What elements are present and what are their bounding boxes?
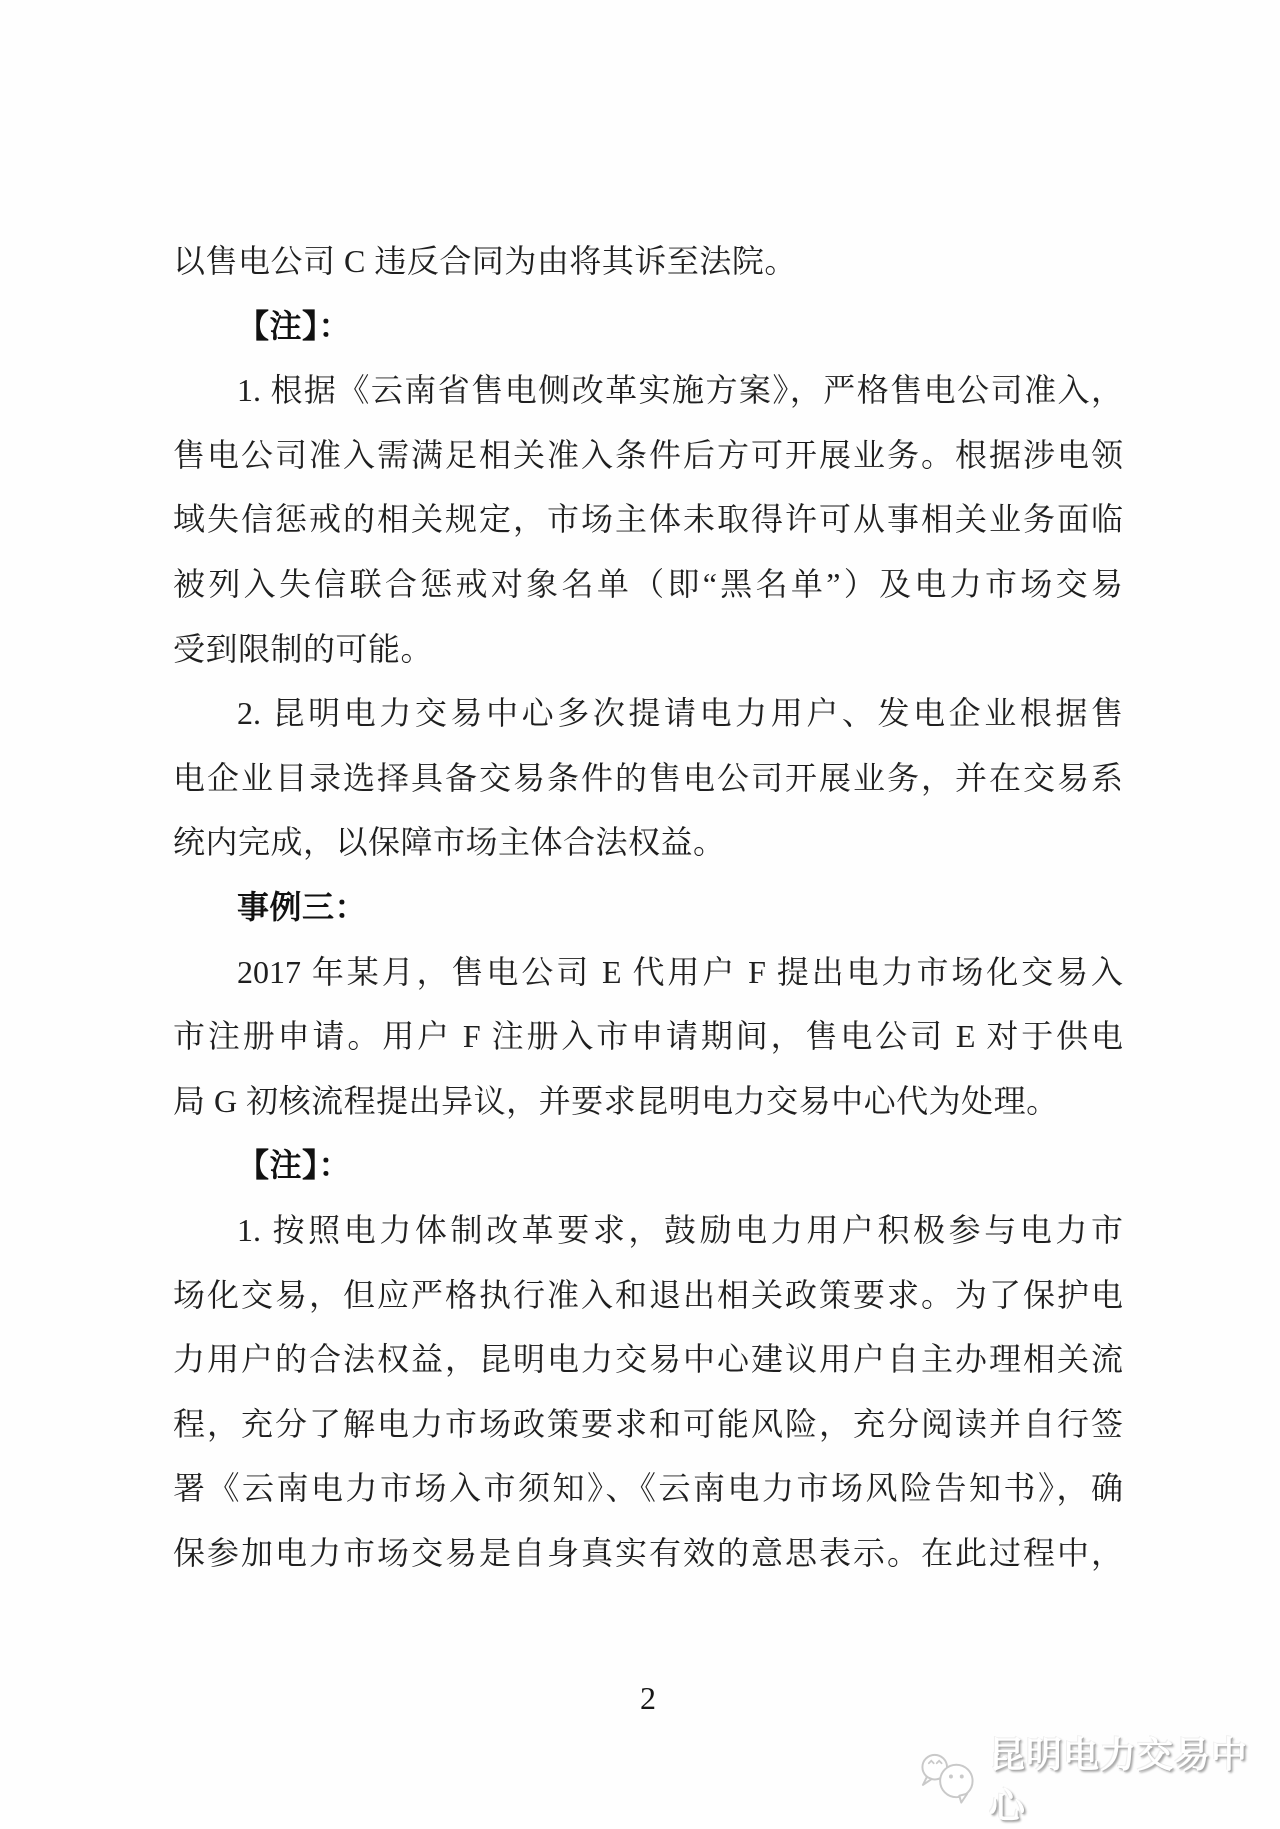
- watermark-label: 昆明电力交易中心: [988, 1734, 1248, 1826]
- text-line: 程，充分了解电力市场政策要求和可能风险，充分阅读并自行签: [173, 1405, 1123, 1442]
- text-line: 1. 根据《云南省售电侧改革实施方案》，严格售电公司准入，: [237, 372, 1123, 409]
- text-line: 2. 昆明电力交易中心多次提请电力用户、发电企业根据售: [237, 695, 1123, 732]
- text-line: 力用户的合法权益，昆明电力交易中心建议用户自主办理相关流: [173, 1341, 1123, 1378]
- text-line: 域失信惩戒的相关规定，市场主体未取得许可从事相关业务面临: [173, 501, 1123, 538]
- text-line: 场化交易，但应严格执行准入和退出相关政策要求。为了保护电: [173, 1276, 1123, 1313]
- document-body: [173, 229, 1123, 1585]
- text-line: 2017 年某月，售电公司 E 代用户 F 提出电力市场化交易入: [237, 953, 1123, 990]
- note-heading: 【注】：: [237, 1147, 352, 1184]
- text-line: 电企业目录选择具备交易条件的售电公司开展业务，并在交易系: [173, 759, 1123, 796]
- text-line: 署《云南电力市场入市须知》、《云南电力市场风险告知书》，确: [173, 1470, 1123, 1507]
- note-heading: 【注】：: [237, 307, 352, 344]
- wechat-watermark: [918, 1727, 1280, 1829]
- text-line: 1. 按照电力体制改革要求，鼓励电力用户积极参与电力市: [237, 1211, 1123, 1248]
- text-line: 以售电公司 C 违反合同为由将其诉至法院。: [173, 243, 797, 279]
- case-heading: 事例三：: [237, 888, 368, 925]
- text-line: 保参加电力市场交易是自身真实有效的意思表示。在此过程中，: [173, 1534, 1123, 1571]
- text-line: 售电公司准入需满足相关准入条件后方可开展业务。根据涉电领: [173, 436, 1123, 473]
- text-line: 局 G 初核流程提出异议，并要求昆明电力交易中心代为处理。: [173, 1082, 1059, 1119]
- text-line: 市注册申请。用户 F 注册入市申请期间，售电公司 E 对于供电: [173, 1018, 1123, 1055]
- page-number: 2: [640, 1680, 656, 1716]
- wechat-icon: [918, 1752, 981, 1804]
- text-line: 受到限制的可能。: [173, 630, 434, 667]
- text-line: 统内完成，以保障市场主体合法权益。: [173, 824, 726, 861]
- text-line: 被列入失信联合惩戒对象名单（即“黑名单”）及电力市场交易: [173, 565, 1123, 602]
